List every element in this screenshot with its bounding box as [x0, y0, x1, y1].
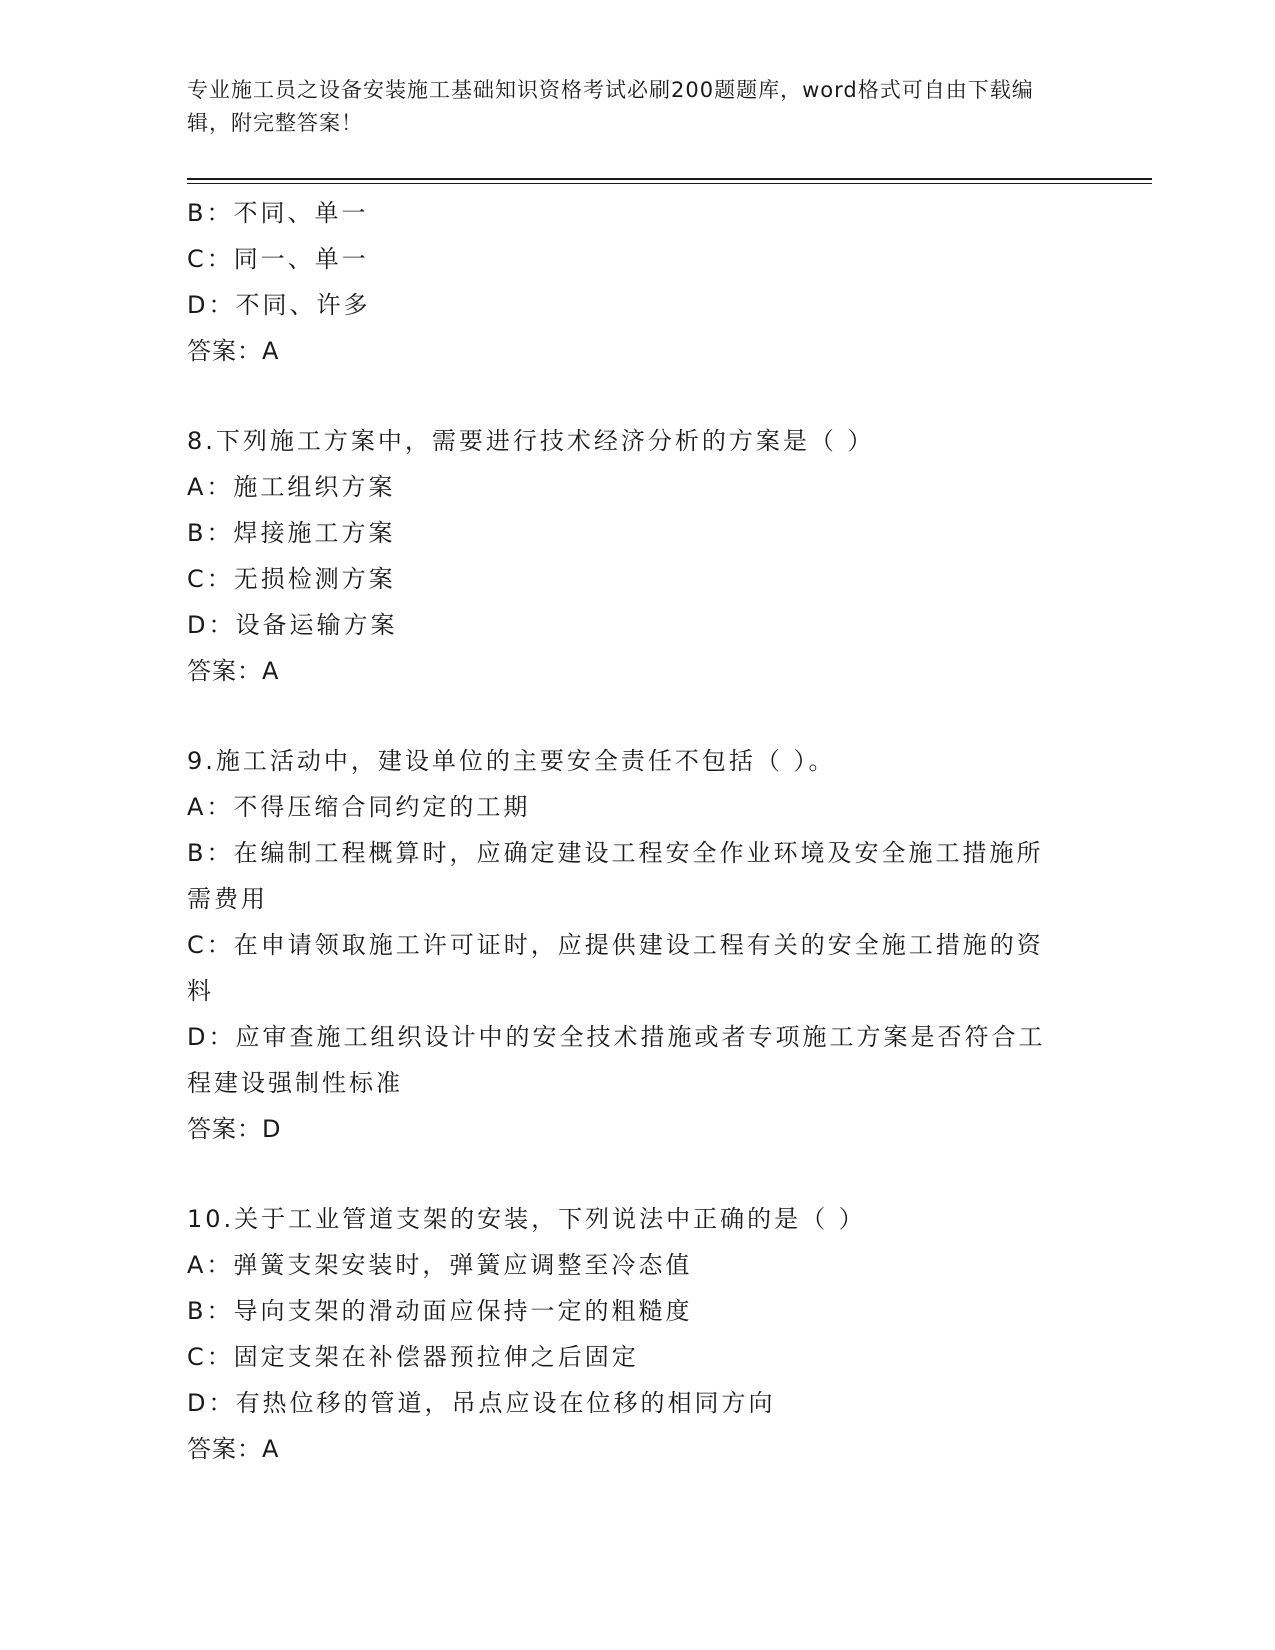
answer-line: 答案：D	[187, 1115, 282, 1143]
option-c: C：无损检测方案	[187, 565, 396, 593]
option-a: A：弹簧支架安装时，弹簧应调整至冷态值	[187, 1251, 693, 1279]
option-d: D：有热位移的管道，吊点应设在位移的相同方向	[187, 1389, 776, 1417]
option-b: B：焊接施工方案	[187, 519, 396, 547]
question-9	[187, 738, 1087, 1152]
header-divider-thick	[187, 178, 1152, 180]
option-a: A：不得压缩合同约定的工期	[187, 793, 531, 821]
question-8	[187, 418, 1087, 694]
option-c: C：同一、单一	[187, 245, 369, 273]
question-stem: 9.施工活动中，建设单位的主要安全责任不包括（ ）。	[187, 747, 836, 775]
option-b: B：在编制工程概算时，应确定建设工程安全作业环境及安全施工措施所需费用	[187, 839, 1044, 913]
header-divider-thin	[187, 183, 1152, 184]
option-d: D：应审查施工组织设计中的安全技术措施或者专项施工方案是否符合工程建设强制性标准	[187, 1023, 1046, 1097]
option-c: C：固定支架在补偿器预拉伸之后固定	[187, 1343, 639, 1371]
option-b: B：不同、单一	[187, 199, 369, 227]
option-d: D：不同、许多	[187, 291, 371, 319]
question-stem: 10.关于工业管道支架的安装，下列说法中正确的是（ ）	[187, 1205, 866, 1233]
option-d: D：设备运输方案	[187, 611, 398, 639]
answer-line: 答案：A	[187, 337, 280, 365]
option-c: C：在申请领取施工许可证时，应提供建设工程有关的安全施工措施的资料	[187, 931, 1044, 1005]
document-header: 专业施工员之设备安装施工基础知识资格考试必刷200题题库，word格式可自由下载编辑，附完整答案！	[187, 78, 1034, 135]
option-a: A：施工组织方案	[187, 473, 396, 501]
question-stem: 8.下列施工方案中，需要进行技术经济分析的方案是（ ）	[187, 427, 875, 455]
question-list	[187, 190, 1087, 1472]
question-10	[187, 1196, 1087, 1472]
answer-line: 答案：A	[187, 1435, 280, 1463]
question-7-tail	[187, 190, 1087, 374]
answer-line: 答案：A	[187, 657, 280, 685]
option-b: B：导向支架的滑动面应保持一定的粗糙度	[187, 1297, 693, 1325]
